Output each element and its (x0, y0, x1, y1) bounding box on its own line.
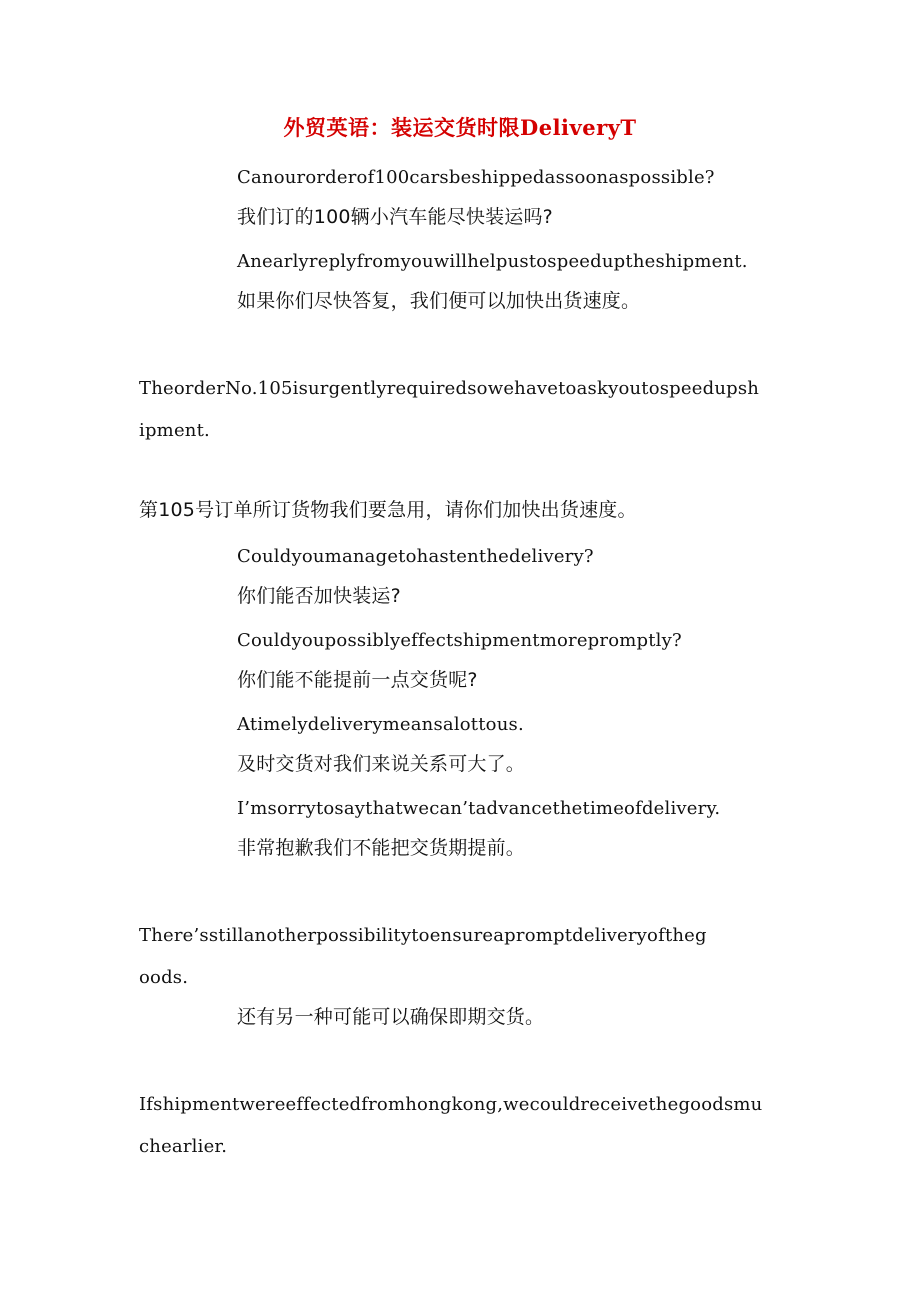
english-sentence-5: Couldyoupossiblyeffectshipmentmorepromptly? (237, 630, 682, 651)
chinese-translation-5: 你们能不能提前一点交货呢? (237, 669, 478, 691)
chinese-translation-2: 如果你们尽快答复，我们便可以加快出货速度。 (237, 290, 641, 312)
chinese-translation-8: 还有另一种可能可以确保即期交货。 (237, 1006, 545, 1028)
english-sentence-2: Anearlyreplyfromyouwillhelpustospeeduptheshipment. (237, 251, 748, 272)
document-title: 外贸英语：装运交货时限DeliveryT (283, 115, 637, 140)
english-sentence-4: Couldyoumanagetohastenthedelivery? (237, 546, 594, 567)
chinese-translation-7: 非常抱歉我们不能把交货期提前。 (237, 837, 526, 859)
english-sentence-6: Atimelydeliverymeansalottous. (237, 714, 524, 735)
chinese-translation-3: 第105号订单所订货物我们要急用，请你们加快出货速度。 (139, 499, 637, 521)
english-sentence-9-part-2: chearlier. (139, 1136, 228, 1157)
english-sentence-7: I’msorrytosaythatwecan’tadvancethetimeofdelivery. (237, 798, 721, 819)
english-sentence-3-part-1: TheorderNo.105isurgentlyrequiredsowehavetoaskyoutospeedupsh (139, 378, 760, 399)
english-sentence-8-part-1: There’sstillanotherpossibilitytoensureapromptdeliveryoftheg (139, 925, 707, 946)
chinese-translation-4: 你们能否加快装运? (237, 585, 401, 607)
english-sentence-8-part-2: oods. (139, 967, 189, 988)
english-sentence-3-part-2: ipment. (139, 420, 210, 441)
english-sentence-1: Canourorderof100carsbeshippedassoonaspossible? (237, 167, 715, 188)
chinese-translation-1: 我们订的100辆小汽车能尽快装运吗? (237, 206, 553, 228)
chinese-translation-6: 及时交货对我们来说关系可大了。 (237, 753, 526, 775)
english-sentence-9-part-1: Ifshipmentwereeffectedfromhongkong,wecouldreceivethegoodsmu (139, 1094, 763, 1115)
